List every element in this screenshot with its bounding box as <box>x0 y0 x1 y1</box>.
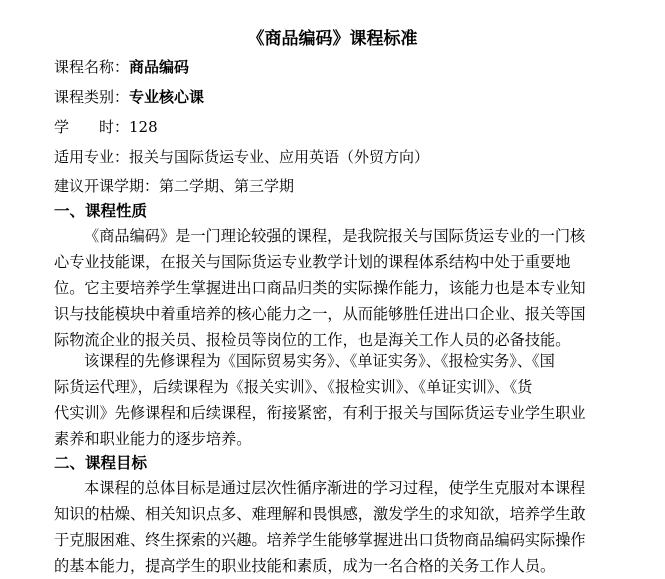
meta-label: 课程名称： <box>54 58 130 76</box>
meta-label: 适用专业： <box>54 148 130 166</box>
text-line: 《商品编码》是一门理论较强的课程，是我院报关与国际货运专业的一门核 <box>84 227 586 245</box>
text-line: 心专业技能课，在报关与国际货运专业教学计划的课程体系结构中处于重要地 <box>54 253 571 271</box>
text-line: 素养和职业能力的逐步培养。 <box>54 430 252 448</box>
section-heading-course-goals: 二、课程目标 <box>54 453 148 472</box>
document-title: 《商品编码》课程标准 <box>247 29 418 49</box>
meta-semester <box>54 175 294 197</box>
text-line: 代实训》先修课程和后续课程，衔接紧密，有利于报关与国际货运专业学生职业 <box>54 404 586 422</box>
text-line: 的基本能力，提高学生的职业技能和素质，成为一名合格的关务工作人员。 <box>54 557 556 575</box>
paragraph-course-nature-2 <box>54 348 614 452</box>
text-line: 该课程的先修课程为《国际贸易实务》、《单证实务》、《报检实务》、《国 <box>84 352 555 370</box>
text-line: 际物流企业的报关员、报检员等岗位的工作，也是海关工作人员的必备技能。 <box>54 331 571 349</box>
meta-value: 第二学期、第三学期 <box>159 177 295 195</box>
meta-value: 128 <box>129 118 158 136</box>
meta-label: 建议开课学期： <box>54 177 160 195</box>
paragraph-course-goals-1 <box>54 475 614 579</box>
meta-course-category <box>54 86 204 108</box>
text-line: 际货运代理》，后续课程为《报关实训》、《报检实训》、《单证实训》、《货 <box>54 378 533 396</box>
text-line: 于克服困难、终生探索的兴趣。培养学生能够掌握进出口货物商品编码实际操作 <box>54 531 586 549</box>
text-line: 位。它主要培养学生掌握进出口商品归类的实际操作能力，该能力也是本专业知 <box>54 279 586 297</box>
text-line: 本课程的总体目标是通过层次性循序渐进的学习过程，使学生克服对本课程 <box>84 479 586 497</box>
meta-hours <box>54 116 158 138</box>
meta-value: 报关与国际货运专业、应用英语（外贸方向） <box>129 148 430 166</box>
meta-value: 专业核心课 <box>129 88 205 106</box>
text-line: 识与技能模块中着重培养的核心能力之一，从而能够胜任进出口企业、报关等国 <box>54 305 586 323</box>
meta-value: 商品编码 <box>129 58 190 76</box>
paragraph-course-nature-1 <box>54 223 614 353</box>
section-heading-course-nature: 一、课程性质 <box>54 201 148 220</box>
text-line: 知识的枯燥、相关知识点多、难理解和畏惧感，激发学生的求知欲，培养学生敢 <box>54 505 586 523</box>
meta-applicable-major <box>54 146 429 168</box>
meta-course-name <box>54 56 189 78</box>
meta-label: 学 时： <box>54 118 130 136</box>
meta-label: 课程类别： <box>54 88 130 106</box>
